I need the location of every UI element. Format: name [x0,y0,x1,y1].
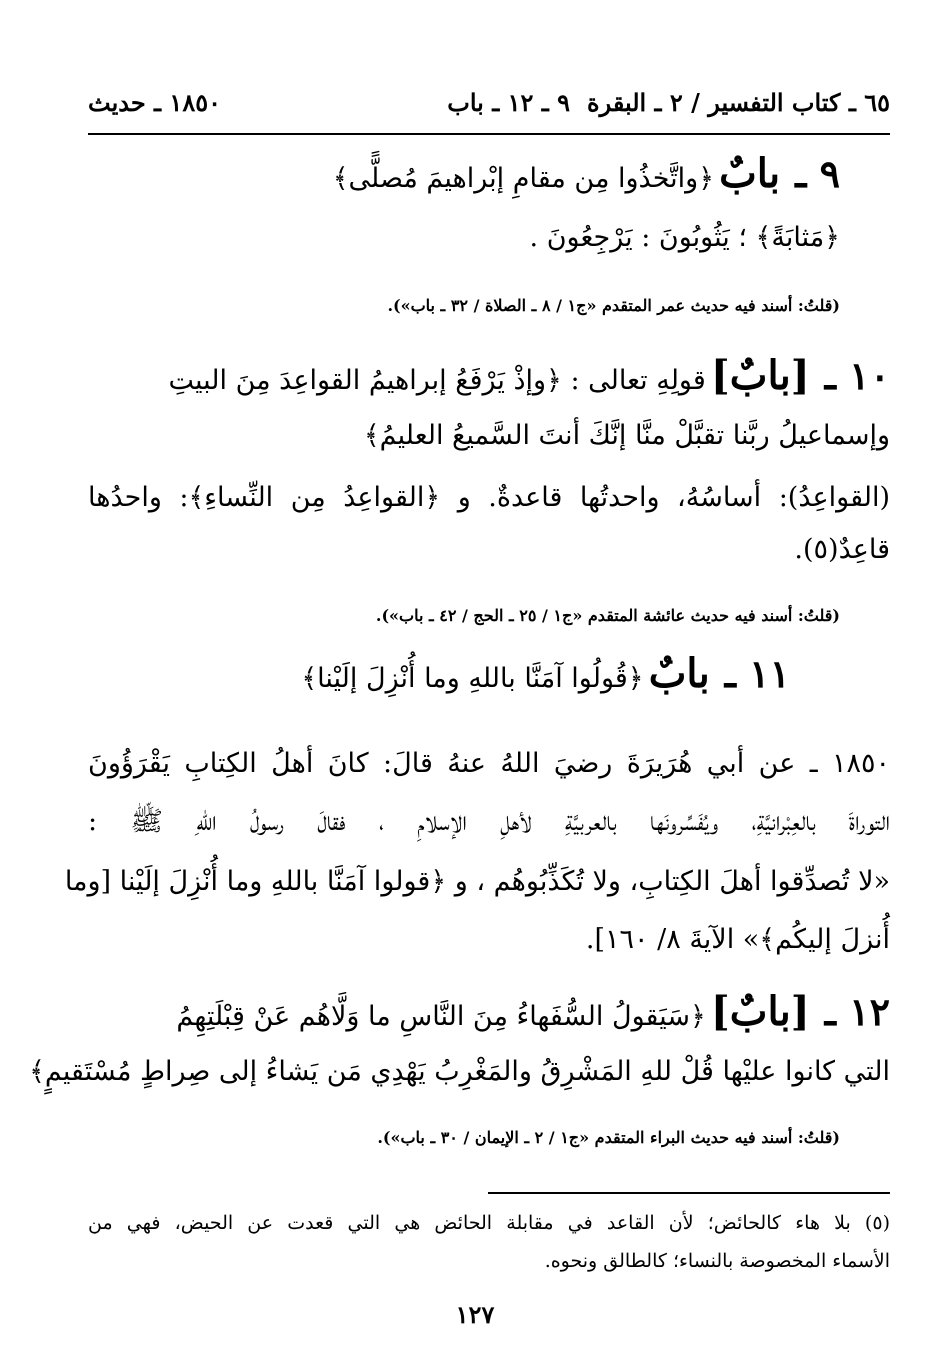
header-divider [88,133,890,135]
bab-11-heading [88,650,790,697]
header-book-chapter: ٦٥ ـ كتاب التفسير / ٢ ـ البقرة [587,88,890,117]
bab-10-explanation-1: (القواعِدُ): أساسُهُ، واحدتُها قاعدةٌ. و ﴿القواعِدُ مِن النِّساءِ﴾: واحدُها [88,482,890,513]
bab-12-note: (قلتُ: أسند فيه حديث البراء المتقدم «ج١ / ٢ ـ الإيمان / ٣٠ ـ باب»). [377,1128,840,1147]
bab-10-verse-start: قولِهِ تعالى : ﴿وإذْ يَرْفَعُ إبراهيمُ القواعِدَ مِنَ البيتِ [168,365,706,396]
bab-10-note: (قلتُ: أسند فيه حديث عائشة المتقدم «ج١ / ٢٥ ـ الحج / ٤٢ ـ باب»). [375,606,840,625]
bab-12-heading [88,988,890,1035]
bab-10-heading [88,352,890,399]
bab-12-verse-start: ﴿سَيَقولُ السُّفَهاءُ مِنَ النَّاسِ ما وَلَّاهُم عَنْ قِبْلَتِهِمُ [176,1001,706,1032]
bab-10-number: ١٠ ـ [824,353,890,398]
running-header [88,88,890,132]
bab-9-gloss: ﴿مَثابَةً﴾ ؛ يَثُوبُونَ : يَرْجِعُونَ . [529,222,840,253]
bab-10-title: [بابٌ] [710,352,810,399]
header-section-range: ٩ ـ ١٢ ـ باب [447,88,570,117]
bab-9-verse: ﴿واتَّخذُوا مِن مقامِ إبْراهيمَ مُصلًّى﴾ [332,163,715,194]
header-hadith-range: ١٨٥٠ ـ حديث [88,88,221,117]
footnote-divider [488,1192,890,1194]
hadith-1850-line-2: التوراةَ بالعِبْرانيَّةِ، ويُفَسِّرونَها بالعربيَّةِ لأهلِ الإسلامِ ، فقالَ رسولُ اللهِ ﷺ : [88,806,890,837]
bab-12-verse-end: التي كانوا عليْها قُلْ للهِ المَشْرِقُ والمَغْرِبُ يَهْدِي مَن يَشاءُ إلى صِراطٍ مُسْتَقيمٍ﴾ [29,1056,890,1087]
bab-9-number: ٩ ـ [795,151,840,196]
footnote-line-1: (٥) بلا هاء كالحائض؛ لأن القاعد في مقابلة الحائض هي التي قعدت عن الحيض، فهي من [88,1212,890,1234]
bab-10-verse-end: وإسماعيلُ ربَّنا تقبَّلْ منَّا إنَّكَ أنتَ السَّميعُ العليمُ﴾ [363,420,890,451]
hadith-1850-line-3: «لا تُصدِّقوا أهلَ الكِتابِ، ولا تُكَذِّبُوهُم ، و ﴿قولوا آمَنَّا باللهِ وما أُنْزِلَ إلَيْنا [وما [64,866,890,897]
bab-9-note: (قلتُ: أسند فيه حديث عمر المتقدم «ج١ / ٨ ـ الصلاة / ٣٢ ـ باب»). [387,296,840,315]
bab-10-explanation-2: قاعِدٌ(٥). [794,534,890,565]
hadith-1850-line-4: أُنزلَ إليكُم﴾» الآيةَ ٨/ ١٦٠]. [585,924,890,955]
bab-9-title: بابٌ [719,150,781,197]
hadith-1850-line-1: ١٨٥٠ ـ عن أبي هُرَيرَةَ رضيَ اللهُ عنهُ قالَ: كانَ أهلُ الكِتابِ يَقْرَؤُونَ [88,748,890,779]
bab-12-number: ١٢ ـ [824,989,890,1034]
bab-11-title: بابٌ [648,650,710,697]
page-number: ١٢٧ [455,1300,495,1329]
footnote-line-2: الأسماء المخصوصة بالنساء؛ كالطالق ونحوه. [544,1250,890,1272]
bab-11-verse: ﴿قُولُوا آمَنَّا باللهِ وما أُنْزِلَ إلَيْنا﴾ [301,663,644,694]
bab-11-number: ١١ ـ [724,651,790,696]
bab-9-heading [88,150,840,197]
bab-12-title: [بابٌ] [710,988,810,1035]
